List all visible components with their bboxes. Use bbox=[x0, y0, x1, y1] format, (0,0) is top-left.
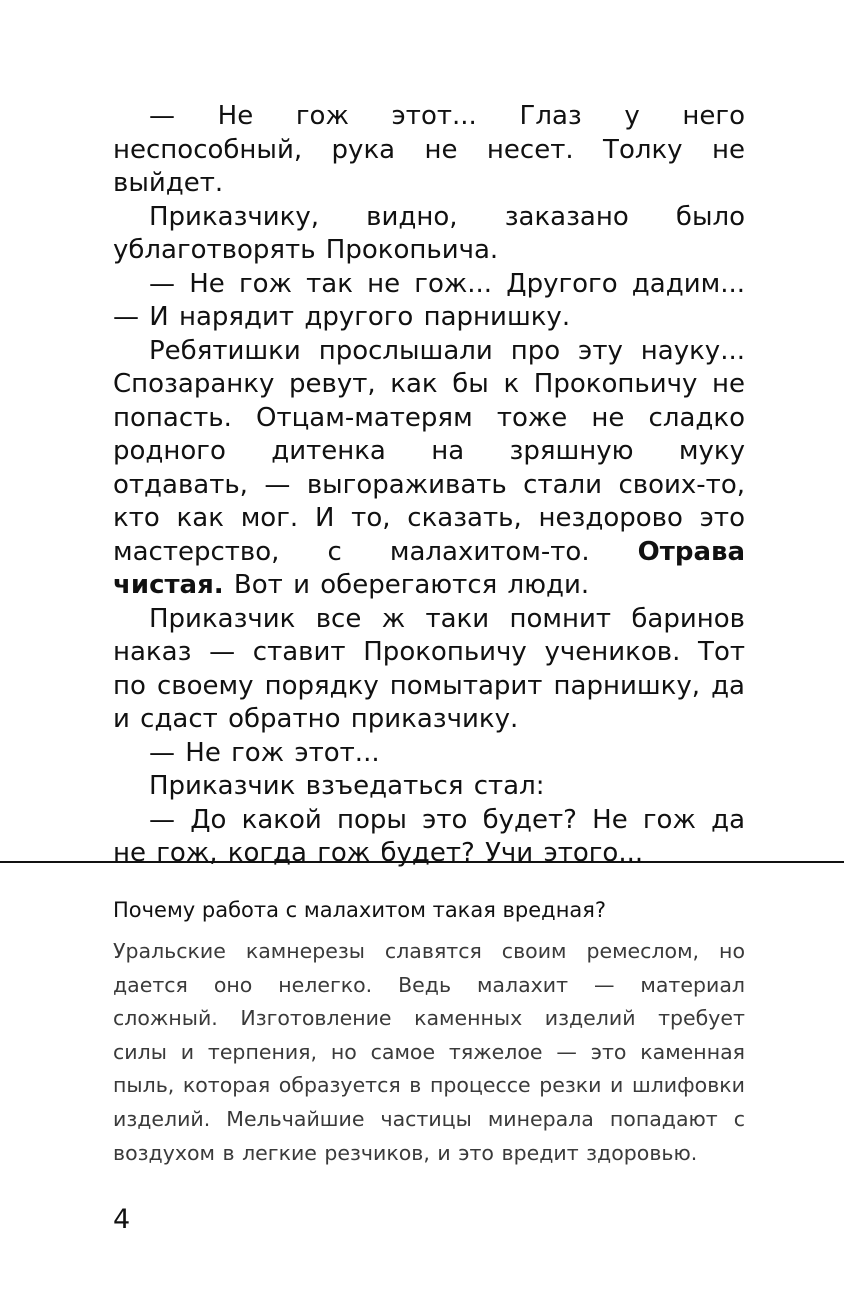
sidebar-heading: Почему работа с малахитом такая вредная? bbox=[113, 898, 607, 922]
page-number: 4 bbox=[113, 1204, 131, 1235]
paragraph: Приказчик взъедаться стал: bbox=[149, 771, 545, 801]
sidebar-note bbox=[113, 895, 745, 1170]
paragraph bbox=[113, 335, 745, 603]
paragraph: — Не гож так не гож... Другого дадим... — И нарядит другого парнишку. bbox=[113, 268, 745, 332]
paragraph: — Не гож этот... bbox=[149, 737, 380, 768]
paragraph: — Не гож этот... Глаз у него неспособный, рука не несет. Толку не выйдет. bbox=[113, 101, 745, 198]
paragraph-text: Ребятишки прослышали про эту науку... Спозаранку ревут, как бы к Прокопьичу не попасть. Отцам-матерям тоже не сладко родного дитенка на зряшную муку отдавать, — выгораживать стали своих-то, кто как мог. И то, сказать, нездорово это мастерство, с малахитом-то. bbox=[113, 335, 745, 567]
sidebar-body: Уральские камнерезы славятся своим ремеслом, но дается оно нелегко. Ведь малахит — материал сложный. Изготовление каменных изделий требует силы и терпения, но самое тяжелое — это каменная пыль, которая образуется в процессе резки и шлифовки изделий. Мельчайшие частицы минерала попадают с воздухом в легкие резчиков, и это вредит здоровью. bbox=[113, 939, 745, 1165]
section-divider bbox=[0, 861, 844, 863]
main-text bbox=[113, 100, 745, 871]
paragraph: Приказчик все ж таки помнит баринов наказ — ставит Прокопьичу учеников. Тот по своему порядку помытарит парнишку, да и сдаст обратно приказчику. bbox=[113, 603, 745, 734]
paragraph-text: Вот и оберегаются люди. bbox=[223, 570, 590, 600]
paragraph: Приказчику, видно, заказано было ублаготворять Прокопьича. bbox=[113, 201, 745, 265]
paragraph: — До какой поры это будет? Не гож да не гож, когда гож будет? Учи этого... bbox=[113, 804, 745, 868]
bold-phrase: Отрава чистая. bbox=[113, 536, 745, 600]
